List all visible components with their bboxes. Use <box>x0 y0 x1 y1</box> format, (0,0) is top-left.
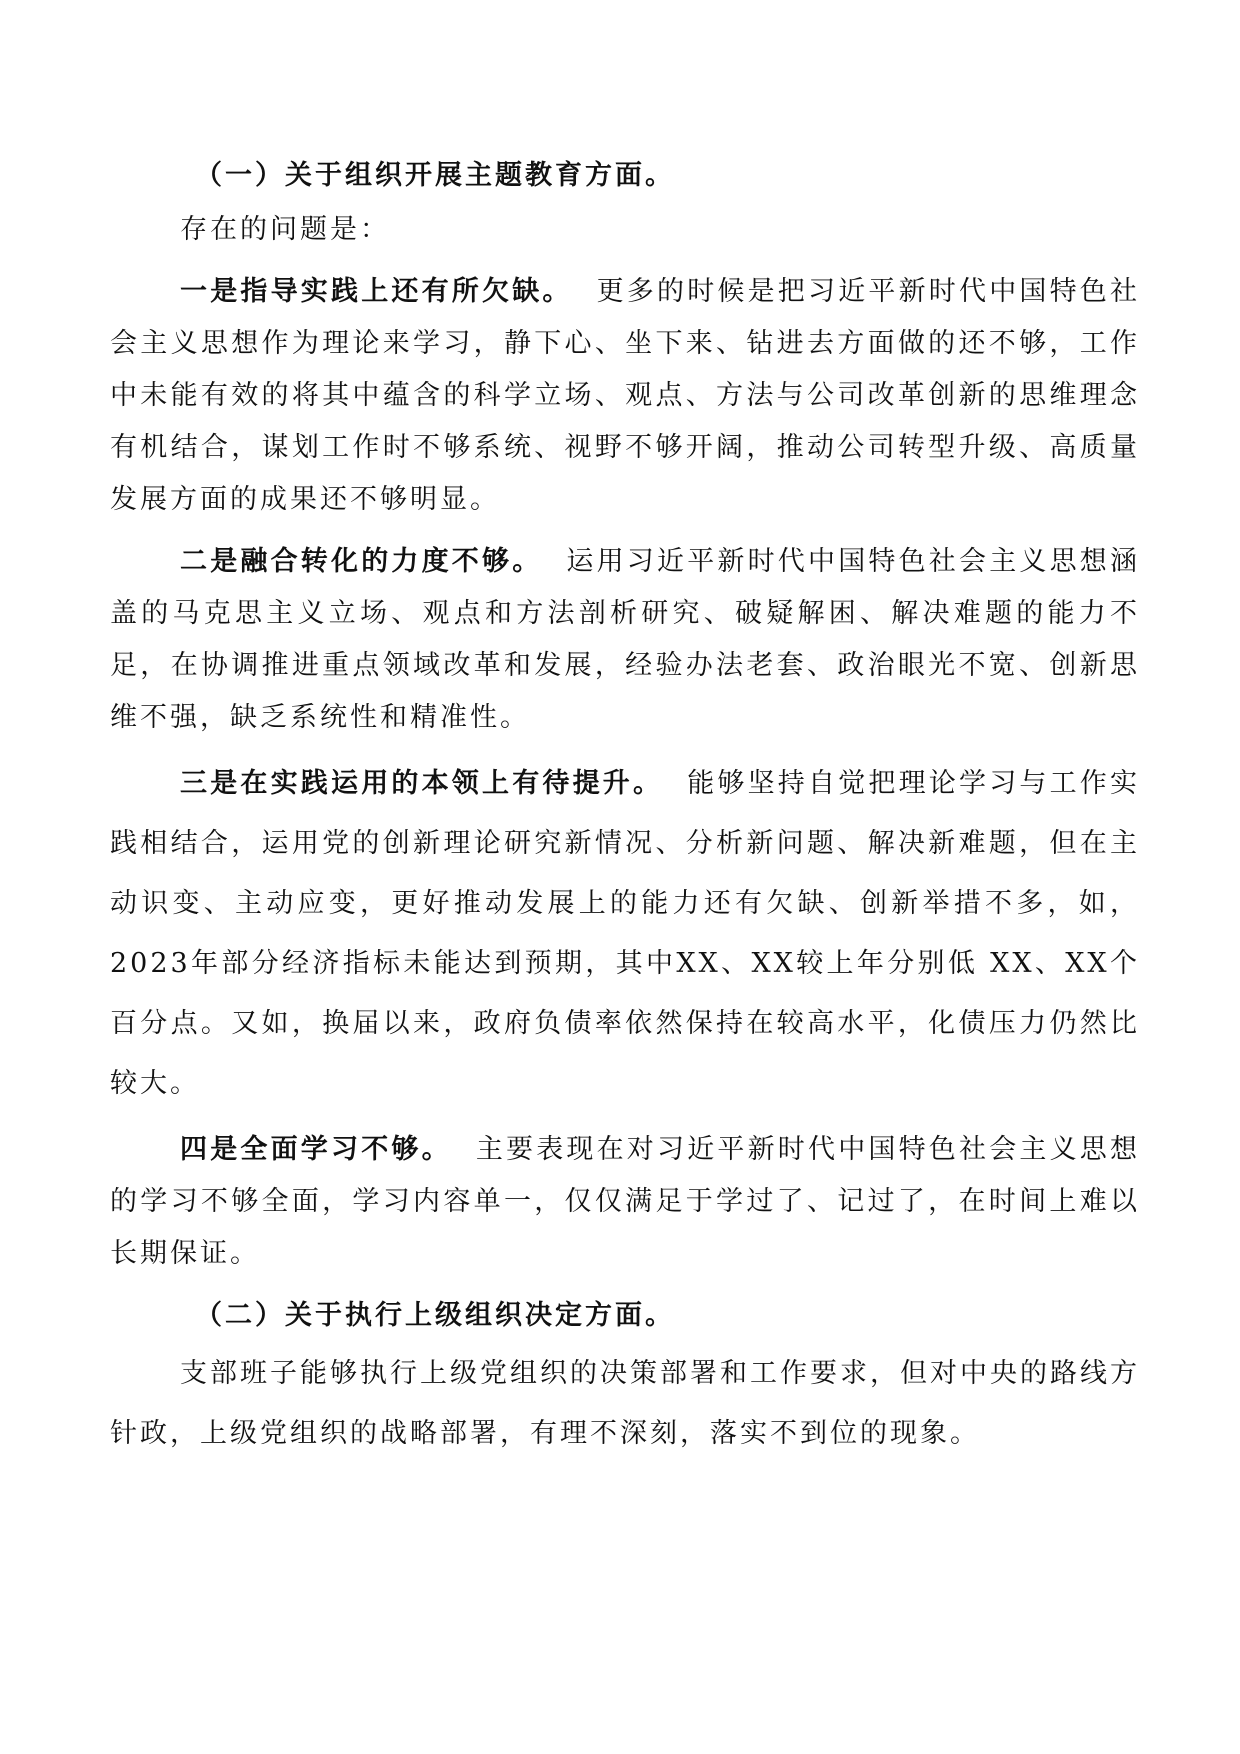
issue-1-text: 更多的时候是把习近平新时代中国特色社会主义思想作为理论来学习，静下心、坐下来、钻进去方面做的还不够，工作中未能有效的将其中蕴含的科学立场、观点、方法与公司改革创新的思维理念有机结合，谋划工作时不够系统、视野不够开阔，推动公司转型升级、高质量发展方面的成果还不够明显。 <box>110 276 1141 515</box>
issue-paragraph-1 <box>110 266 1140 526</box>
issue-1-lead: 一是指导实践上还有所欠缺。 <box>180 276 573 307</box>
issue-3-lead: 三是在实践运用的本领上有待提升。 <box>180 768 664 799</box>
issue-2-text: 运用习近平新时代中国特色社会主义思想涵盖的马克思主义立场、观点和方法剖析研究、破疑解困、解决难题的能力不足，在协调推进重点领域改革和发展，经验办法老套、政治眼光不宽、创新思维不强，缺乏系统性和精准性。 <box>110 546 1141 733</box>
document-body <box>110 150 1140 1474</box>
section-2-paragraph: 支部班子能够执行上级党组织的决策部署和工作要求，但对中央的路线方针政，上级党组织的战略部署，有理不深刻，落实不到位的现象。 <box>110 1358 1140 1449</box>
issue-paragraph-3 <box>110 754 1140 1114</box>
section-2-heading: （二）关于执行上级组织决定方面。 <box>195 1300 675 1331</box>
issue-3-text: 能够坚持自觉把理论学习与工作实践相结合，运用党的创新理论研究新情况、分析新问题、解决新难题，但在主动识变、主动应变，更好推动发展上的能力还有欠缺、创新举措不多，如，2023年部分经济指标未能达到预期，其中XX、XX较上年分别低 XX、XX个百分点。又如，换届以来，政府负债率依然保持在较高水平，化债压力仍然比较大。 <box>110 768 1141 1099</box>
issue-4-text: 主要表现在对习近平新时代中国特色社会主义思想的学习不够全面，学习内容单一，仅仅满足于学过了、记过了，在时间上难以长期保证。 <box>110 1134 1141 1269</box>
issue-paragraph-2 <box>110 536 1140 744</box>
issue-4-lead: 四是全面学习不够。 <box>180 1134 452 1165</box>
section-1-intro: 存在的问题是： <box>180 214 390 245</box>
issue-2-lead: 二是融合转化的力度不够。 <box>180 546 543 577</box>
issue-paragraph-4 <box>110 1124 1140 1280</box>
section-1-heading: （一）关于组织开展主题教育方面。 <box>195 160 675 191</box>
